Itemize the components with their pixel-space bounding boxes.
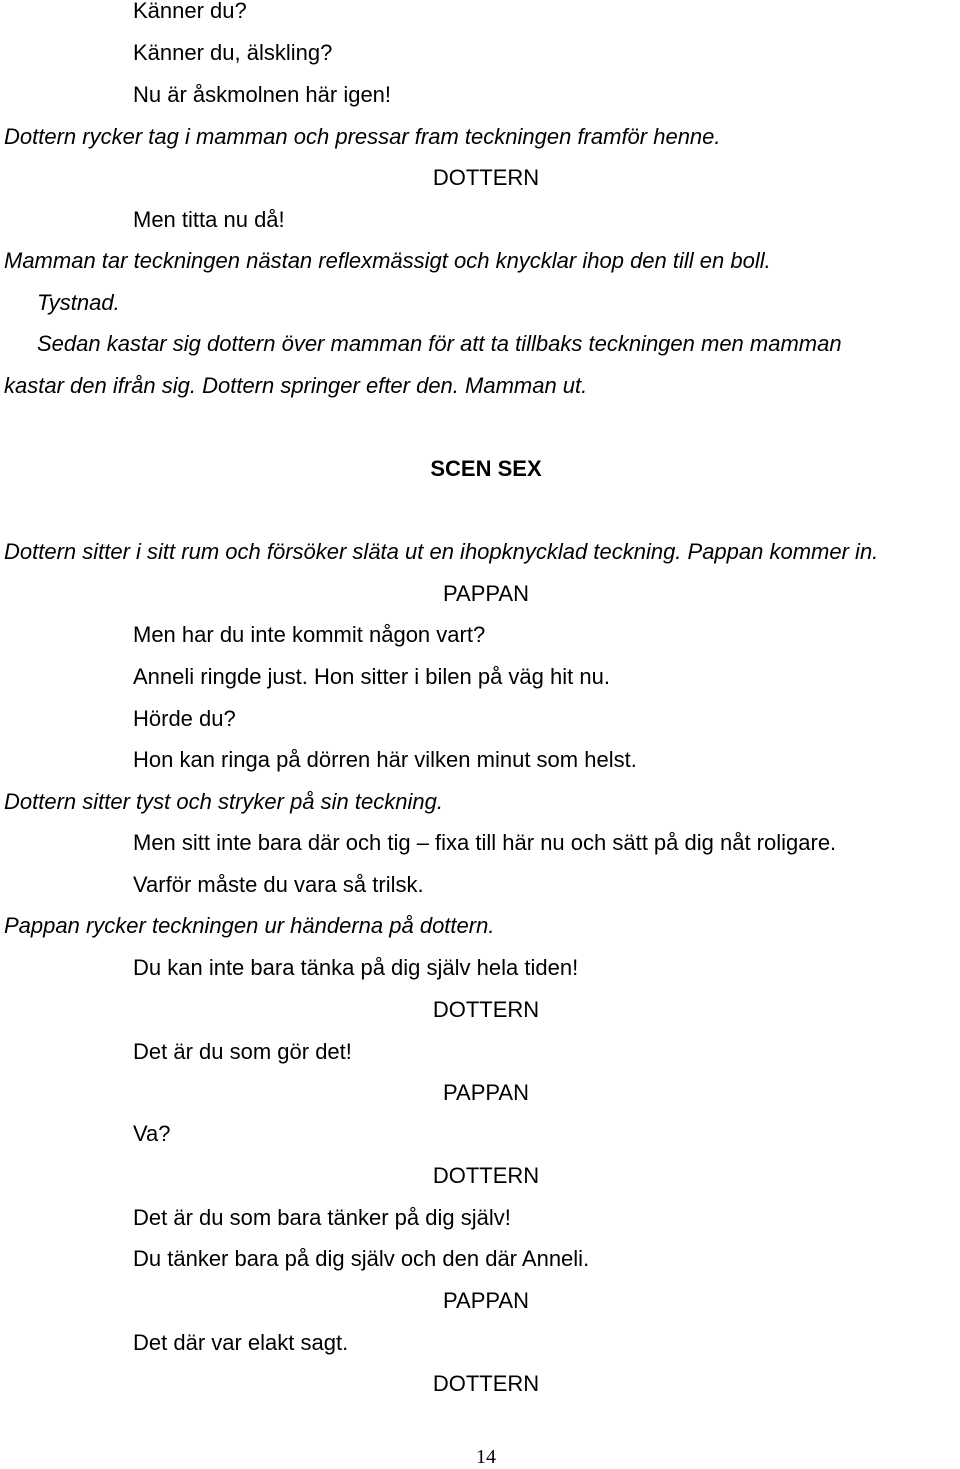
action-line: Dottern sitter i sitt rum och försöker släta ut en ihopknycklad teckning. Pappan kommer in.	[4, 539, 879, 564]
dialogue-line: Hörde du?	[133, 706, 236, 731]
dialogue-line: Känner du, älskling?	[133, 40, 333, 65]
character-name: DOTTERN	[432, 997, 540, 1022]
character-name: DOTTERN	[432, 1163, 540, 1188]
dialogue-line: Du kan inte bara tänka på dig själv hela tiden!	[133, 955, 579, 980]
dialogue-line: Nu är åskmolnen här igen!	[133, 82, 392, 107]
character-name: DOTTERN	[432, 165, 540, 190]
action-line: Mamman tar teckningen nästan reflexmässigt och knycklar ihop den till en boll.	[4, 248, 771, 273]
dialogue-line: Va?	[133, 1121, 171, 1146]
dialogue-line: Du tänker bara på dig själv och den där Anneli.	[133, 1246, 590, 1271]
character-name: PAPPAN	[443, 581, 529, 606]
action-line: Pappan rycker teckningen ur händerna på dottern.	[4, 913, 495, 938]
dialogue-line: Men sitt inte bara där och tig – fixa till här nu och sätt på dig nåt roligare.	[133, 830, 837, 855]
action-line: Dottern rycker tag i mamman och pressar fram teckningen framför henne.	[4, 124, 721, 149]
dialogue-line: Det där var elakt sagt.	[133, 1330, 349, 1355]
character-name: PAPPAN	[443, 1080, 529, 1105]
dialogue-line: Anneli ringde just. Hon sitter i bilen på väg hit nu.	[133, 664, 610, 689]
dialogue-line: Men titta nu då!	[133, 207, 285, 232]
dialogue-line: Varför måste du vara så trilsk.	[133, 872, 424, 897]
dialogue-line: Det är du som gör det!	[133, 1039, 352, 1064]
character-name: PAPPAN	[443, 1288, 529, 1313]
page-number: 14	[476, 1446, 496, 1468]
dialogue-line: Men har du inte kommit någon vart?	[133, 622, 486, 647]
action-line: Tystnad.	[37, 290, 120, 315]
scene-heading: SCEN SEX	[430, 456, 542, 481]
action-line: kastar den ifrån sig. Dottern springer efter den. Mamman ut.	[4, 373, 588, 398]
character-name: DOTTERN	[432, 1371, 540, 1396]
dialogue-line: Känner du?	[133, 0, 247, 23]
dialogue-line: Hon kan ringa på dörren här vilken minut som helst.	[133, 747, 637, 772]
action-line: Sedan kastar sig dottern över mamman för att ta tillbaks teckningen men mamman	[37, 331, 842, 356]
action-line: Dottern sitter tyst och stryker på sin teckning.	[4, 789, 443, 814]
dialogue-line: Det är du som bara tänker på dig själv!	[133, 1205, 511, 1230]
